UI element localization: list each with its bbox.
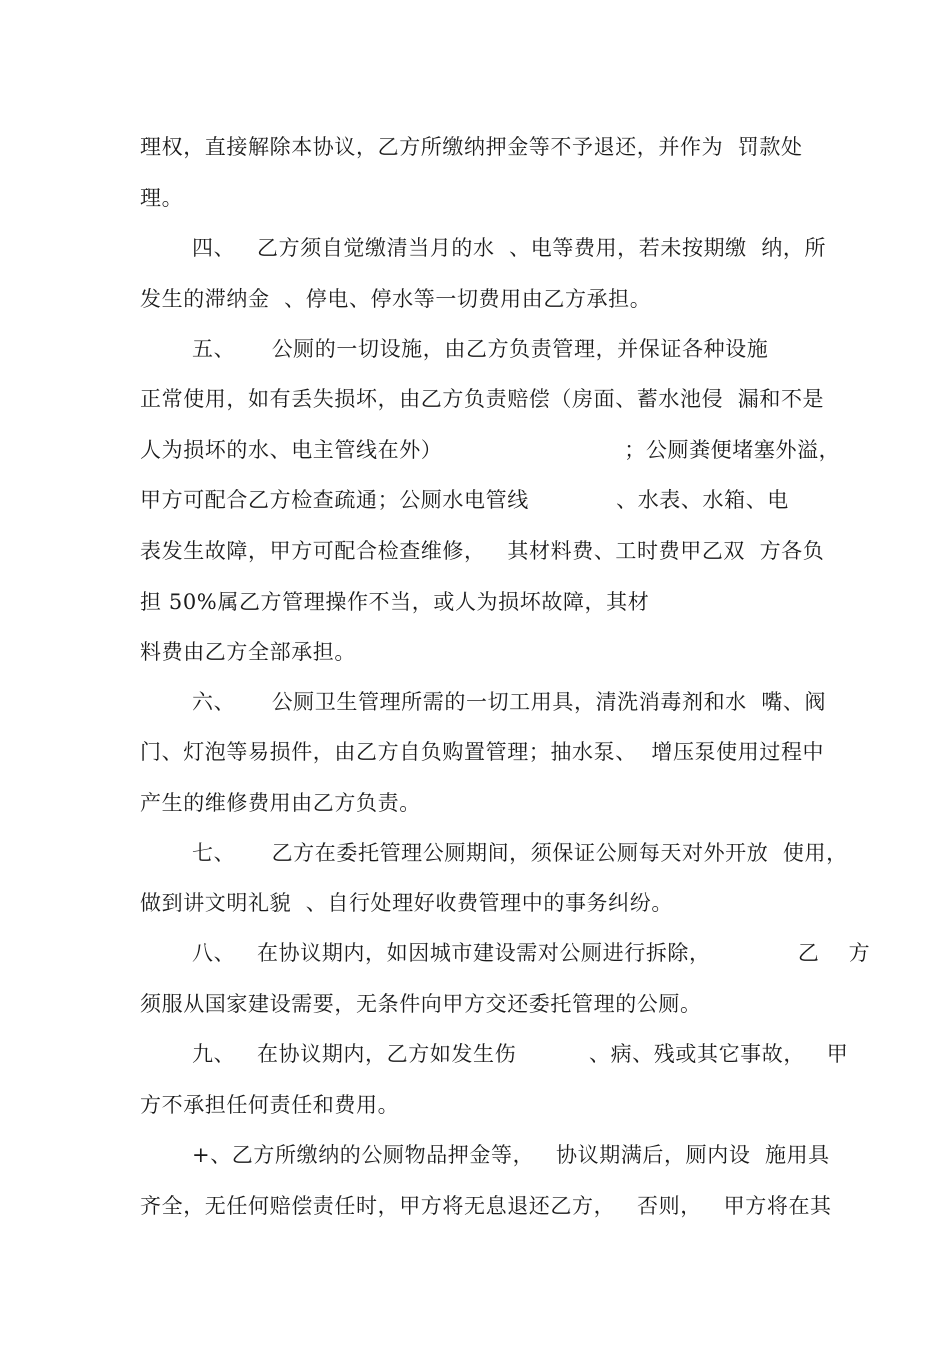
text-line: 七、 乙方在委托管理公厕期间，须保证公厕每天对外开放 使用， <box>192 841 848 865</box>
text-line: 发生的滞纳金 、停电、停水等一切费用由乙方承担。 <box>140 287 652 311</box>
text-line: 齐全，无任何赔偿责任时，甲方将无息退还乙方， 否则， 甲方将在其 <box>140 1194 832 1218</box>
text-line: 四、 乙方须自觉缴清当月的水 、电等费用，若未按期缴 纳，所 <box>192 236 827 260</box>
text-line: 担 50%属乙方管理操作不当，或人为损坏故障，其材 <box>140 590 650 614</box>
text-line: 理权，直接解除本协议，乙方所缴纳押金等不予退还，并作为 罚款处 <box>140 135 803 159</box>
text-line: 方不承担任何责任和费用。 <box>140 1093 400 1117</box>
text-line: 产生的维修费用由乙方负责。 <box>140 791 421 815</box>
text-line: +、乙方所缴纳的公厕物品押金等， 协议期满后，厕内设 施用具 <box>192 1143 830 1167</box>
text-line: 正常使用，如有丢失损坏，由乙方负责赔偿（房面、蓄水池侵 漏和不是 <box>140 387 825 411</box>
text-line: 甲方可配合乙方检查疏通；公厕水电管线 、水表、水箱、电 <box>140 488 789 512</box>
text-line: 理。 <box>140 186 184 210</box>
text-line: 须服从国家建设需要，无条件向甲方交还委托管理的公厕。 <box>140 992 702 1016</box>
text-line: 九、 在协议期内，乙方如发生伤 、病、残或其它事故， 甲 <box>192 1042 849 1066</box>
text-line: 门、灯泡等易损件，由乙方自负购置管理；抽水泵、 增压泵使用过程中 <box>140 740 825 764</box>
text-line: 六、 公厕卫生管理所需的一切工用具，清洗消毒剂和水 嘴、阀 <box>192 690 827 714</box>
text-line: 料费由乙方全部承担。 <box>140 640 356 664</box>
text-line: 人为损坏的水、电主管线在外） ；公厕粪便堵塞外溢， <box>140 438 841 462</box>
text-line: 五、 公厕的一切设施，由乙方负责管理，并保证各种设施 <box>192 337 769 361</box>
text-line: 八、 在协议期内，如因城市建设需对公厕进行拆除， 乙 方 <box>192 941 871 965</box>
text-line: 表发生故障，甲方可配合检查维修， 其材料费、工时费甲乙双 方各负 <box>140 539 825 563</box>
text-line: 做到讲文明礼貌 、自行处理好收费管理中的事务纠纷。 <box>140 891 673 915</box>
